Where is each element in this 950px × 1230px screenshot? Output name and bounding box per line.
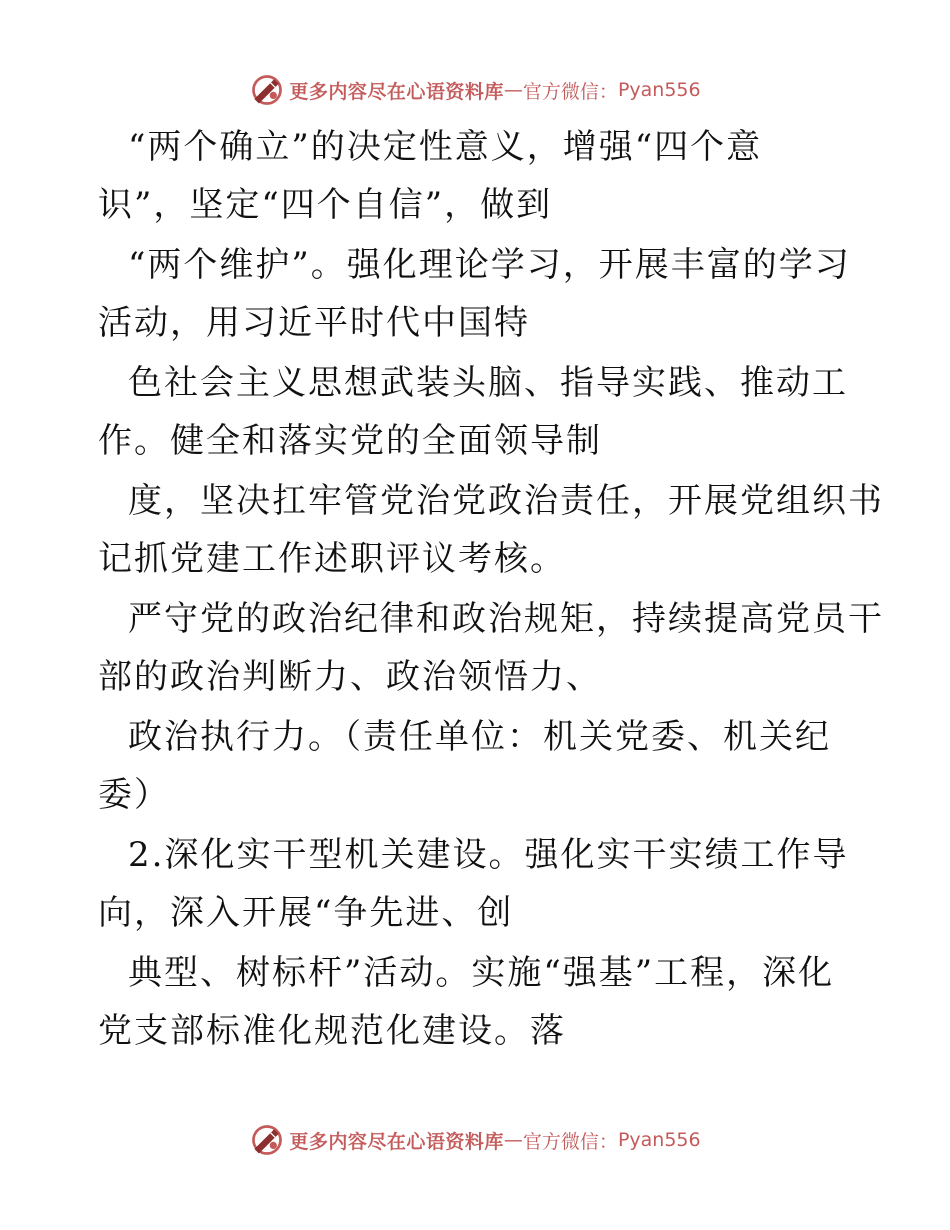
text-line: 记抓党建工作述职评议考核。 <box>98 539 566 579</box>
text-line: “两个维护”。强化理论学习，开展丰富的学习 <box>128 245 851 285</box>
banner-main-text: 更多内容尽在心语资料库 <box>289 1130 504 1153</box>
text-line: 典型、树标杆”活动。实施“强基”工程，深化 <box>128 953 835 993</box>
text-line: 2.深化实干型机关建设。强化实干实绩工作导 <box>128 835 849 875</box>
banner-wechat-id: Pyan556 <box>617 79 701 101</box>
text-line: 色社会主义思想武装头脑、指导实践、推动工 <box>128 363 848 403</box>
banner-separator: — <box>503 1129 523 1151</box>
text-line: 识”，坚定“四个自信”，做到 <box>98 185 553 225</box>
banner-main-text: 更多内容尽在心语资料库 <box>289 80 504 103</box>
text-line: 严守党的政治纪律和政治规矩，持续提高党员干 <box>128 599 884 639</box>
banner-official-label: 官方微信： <box>522 80 618 103</box>
text-line: 政治执行力。（责任单位：机关党委、机关纪 <box>128 717 831 757</box>
pen-seal-logo-icon <box>249 72 285 108</box>
pen-seal-logo-icon <box>249 1122 285 1158</box>
text-line: 党支部标准化规范化建设。落 <box>98 1011 566 1051</box>
footer-banner <box>0 1120 950 1160</box>
text-line: 向，深入开展“争先进、创 <box>98 893 514 933</box>
text-line: 委） <box>98 775 170 815</box>
text-line: 度，坚决扛牢管党治党政治责任，开展党组织书 <box>128 481 884 521</box>
banner-separator: — <box>503 79 523 101</box>
text-line: 活动，用习近平时代中国特 <box>98 303 530 343</box>
text-line: “两个确立”的决定性意义，增强“四个意 <box>128 127 763 167</box>
header-banner <box>0 70 950 110</box>
text-line: 部的政治判断力、政治领悟力、 <box>98 657 602 697</box>
banner-wechat-id: Pyan556 <box>617 1129 701 1151</box>
text-line: 作。健全和落实党的全面领导制 <box>98 421 602 461</box>
banner-official-label: 官方微信： <box>522 1130 618 1153</box>
